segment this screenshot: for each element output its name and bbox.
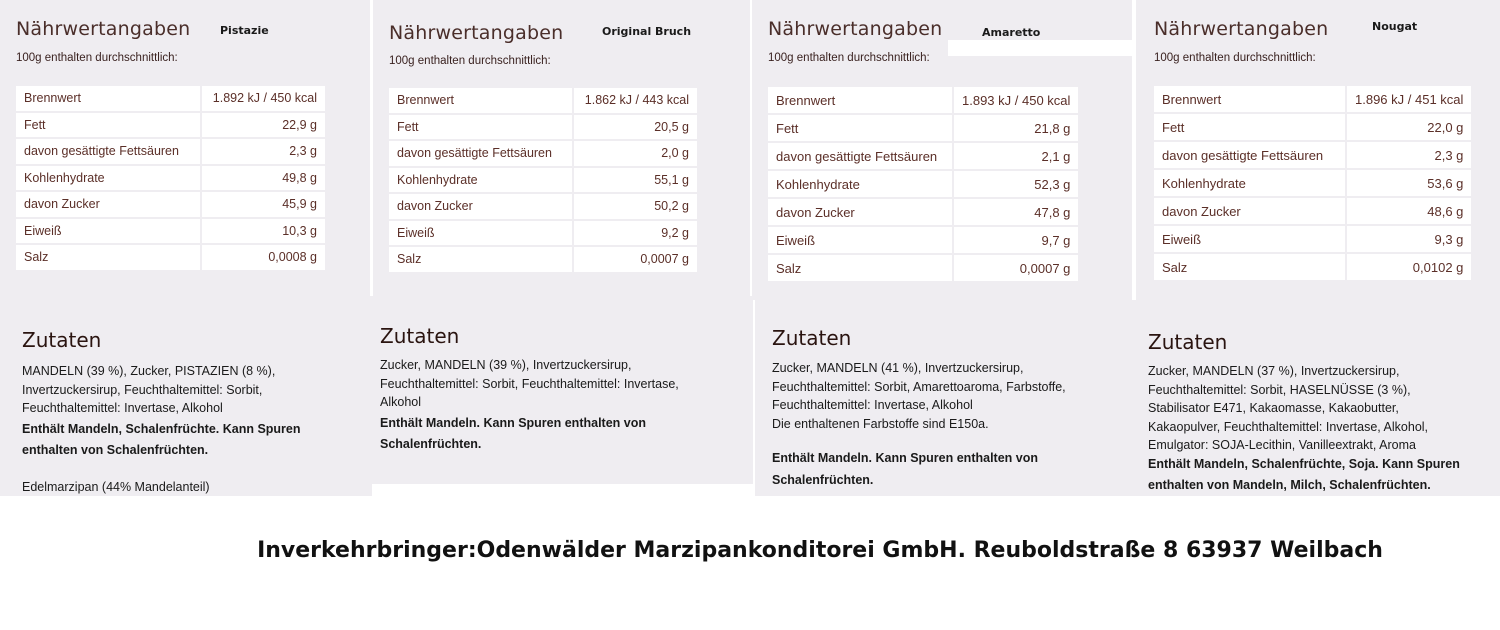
row-value: 2,3 g bbox=[1347, 142, 1471, 168]
variety-name: Original Bruch bbox=[602, 25, 692, 38]
allergen-line: Enthält Mandeln. Kann Spuren enthalten von bbox=[772, 451, 1038, 465]
table-row bbox=[1154, 142, 1471, 168]
variety-name: Nougat bbox=[1372, 20, 1418, 33]
table-row bbox=[1154, 114, 1471, 140]
ingredients-text bbox=[1148, 362, 1460, 495]
nutrition-table bbox=[389, 86, 697, 274]
table-row bbox=[16, 139, 325, 164]
row-label: davon Zucker bbox=[768, 199, 954, 225]
table-row bbox=[389, 141, 697, 166]
ingredients-line: Alkohol bbox=[380, 395, 421, 409]
row-label: Brennwert bbox=[1154, 86, 1347, 112]
manufacturer-footer: Inverkehrbringer:Odenwälder Marzipankonditorei GmbH. Reuboldstraße 8 63937 Weilbach bbox=[257, 538, 1383, 563]
panel-subhead: 100g enthalten durchschnittlich: bbox=[768, 52, 930, 64]
table-row bbox=[16, 86, 325, 111]
row-label: Fett bbox=[16, 113, 202, 138]
row-label: Eiweiß bbox=[389, 221, 574, 246]
table-row bbox=[768, 115, 1078, 141]
ingredients-title: Zutaten bbox=[772, 326, 852, 350]
ingredients-line: Stabilisator E471, Kakaomasse, Kakaobutter, bbox=[1148, 401, 1399, 415]
ingredients-line: Invertzuckersirup, Feuchthaltemittel: Sorbit, bbox=[22, 382, 263, 397]
ingredients-line: Die enthaltenen Farbstoffe sind E150a. bbox=[772, 416, 989, 431]
table-row bbox=[389, 115, 697, 140]
row-value: 0,0008 g bbox=[202, 245, 325, 270]
row-label: Kohlenhydrate bbox=[389, 168, 574, 193]
table-row bbox=[16, 166, 325, 191]
row-value: 52,3 g bbox=[954, 171, 1078, 197]
row-label: Salz bbox=[1154, 254, 1347, 280]
row-value: 47,8 g bbox=[954, 199, 1078, 225]
row-label: davon gesättigte Fettsäuren bbox=[16, 139, 202, 164]
row-label: Eiweiß bbox=[1154, 226, 1347, 252]
allergen-line: Enthält Mandeln. Kann Spuren enthalten von bbox=[380, 415, 646, 430]
table-row bbox=[1154, 86, 1471, 112]
nutrition-panel-original-bruch bbox=[373, 0, 750, 300]
row-value: 22,9 g bbox=[202, 113, 325, 138]
ingredients-panel-original-bruch bbox=[370, 296, 753, 484]
row-value: 45,9 g bbox=[202, 192, 325, 217]
table-row bbox=[1154, 254, 1471, 280]
panel-title: Nährwertangaben bbox=[768, 18, 943, 40]
panel-title: Nährwertangaben bbox=[1154, 18, 1329, 40]
allergen-line: Schalenfrüchten. bbox=[380, 437, 482, 451]
nutrition-panel-amaretto bbox=[752, 0, 1132, 300]
panel-subhead: 100g enthalten durchschnittlich: bbox=[16, 52, 178, 64]
ingredients-line: Feuchthaltemittel: Invertase, Alkohol bbox=[22, 401, 223, 415]
ingredients-line: Zucker, MANDELN (41 %), Invertzuckersirup, bbox=[772, 361, 1024, 375]
table-row bbox=[768, 171, 1078, 197]
row-label: davon Zucker bbox=[16, 192, 202, 217]
table-row bbox=[389, 221, 697, 246]
row-label: davon Zucker bbox=[389, 194, 574, 219]
ingredients-title: Zutaten bbox=[22, 328, 102, 352]
allergen-line: enthalten von Mandeln, Milch, Schalenfrüchten. bbox=[1148, 478, 1431, 492]
table-row bbox=[1154, 198, 1471, 224]
marzipan-note: Edelmarzipan (44% Mandelanteil) bbox=[22, 479, 210, 494]
row-label: Eiweiß bbox=[16, 219, 202, 244]
table-row bbox=[1154, 226, 1471, 252]
ingredients-line: MANDELN (39 %), Zucker, PISTAZIEN (8 %), bbox=[22, 364, 276, 378]
ingredients-line: Feuchthaltemittel: Sorbit, Amarettoaroma, Farbstoffe, bbox=[772, 379, 1066, 394]
row-value: 1.896 kJ / 451 kcal bbox=[1347, 86, 1471, 112]
row-label: Fett bbox=[768, 115, 954, 141]
ingredients-line: Feuchthaltemittel: Invertase, Alkohol bbox=[772, 398, 973, 412]
row-value: 21,8 g bbox=[954, 115, 1078, 141]
row-value: 9,7 g bbox=[954, 227, 1078, 253]
row-value: 9,2 g bbox=[574, 221, 697, 246]
table-row bbox=[1154, 170, 1471, 196]
ingredients-panel-pistazie bbox=[0, 300, 372, 496]
row-value: 0,0007 g bbox=[954, 255, 1078, 281]
row-value: 1.862 kJ / 443 kcal bbox=[574, 88, 697, 113]
table-row bbox=[768, 87, 1078, 113]
row-label: davon gesättigte Fettsäuren bbox=[389, 141, 574, 166]
ingredients-panel-amaretto bbox=[755, 300, 1135, 496]
nutrition-panel-pistazie bbox=[0, 0, 370, 300]
label-highlight bbox=[948, 40, 1132, 56]
ingredients-title: Zutaten bbox=[380, 324, 460, 348]
ingredients-line: Emulgator: SOJA-Lecithin, Vanilleextrakt, Aroma bbox=[1148, 438, 1416, 452]
row-label: Kohlenhydrate bbox=[768, 171, 954, 197]
row-label: Salz bbox=[768, 255, 954, 281]
row-value: 53,6 g bbox=[1347, 170, 1471, 196]
row-value: 2,0 g bbox=[574, 141, 697, 166]
row-label: davon Zucker bbox=[1154, 198, 1347, 224]
allergen-line: Enthält Mandeln, Schalenfrüchte, Soja. Kann Spuren bbox=[1148, 456, 1460, 471]
row-value: 0,0007 g bbox=[574, 247, 697, 272]
panel-subhead: 100g enthalten durchschnittlich: bbox=[1154, 52, 1316, 64]
row-label: Kohlenhydrate bbox=[16, 166, 202, 191]
row-label: Eiweiß bbox=[768, 227, 954, 253]
table-row bbox=[16, 245, 325, 270]
row-value: 10,3 g bbox=[202, 219, 325, 244]
row-label: Brennwert bbox=[768, 87, 954, 113]
table-row bbox=[16, 219, 325, 244]
row-value: 2,3 g bbox=[202, 139, 325, 164]
table-row bbox=[768, 227, 1078, 253]
table-row bbox=[389, 247, 697, 272]
panel-title: Nährwertangaben bbox=[16, 18, 191, 40]
row-value: 0,0102 g bbox=[1347, 254, 1471, 280]
ingredients-line: Feuchthaltemittel: Sorbit, HASELNÜSSE (3 %), bbox=[1148, 382, 1411, 397]
table-row bbox=[768, 255, 1078, 281]
row-label: Brennwert bbox=[389, 88, 574, 113]
row-value: 50,2 g bbox=[574, 194, 697, 219]
row-value: 22,0 g bbox=[1347, 114, 1471, 140]
ingredients-line: Zucker, MANDELN (39 %), Invertzuckersirup, bbox=[380, 358, 632, 372]
table-row bbox=[389, 194, 697, 219]
row-value: 20,5 g bbox=[574, 115, 697, 140]
table-row bbox=[768, 143, 1078, 169]
panel-title: Nährwertangaben bbox=[389, 22, 564, 44]
table-row bbox=[768, 199, 1078, 225]
panel-subhead: 100g enthalten durchschnittlich: bbox=[389, 55, 551, 67]
row-value: 1.892 kJ / 450 kcal bbox=[202, 86, 325, 111]
ingredients-text bbox=[380, 356, 679, 454]
table-row bbox=[389, 168, 697, 193]
variety-name: Amaretto bbox=[982, 26, 1041, 39]
ingredients-text bbox=[772, 359, 1066, 489]
allergen-line: Schalenfrüchten. bbox=[772, 472, 874, 487]
row-label: Fett bbox=[1154, 114, 1347, 140]
ingredients-panel-nougat bbox=[1135, 300, 1500, 496]
allergen-line: enthalten von Schalenfrüchten. bbox=[22, 443, 209, 457]
nutrition-table bbox=[16, 84, 325, 272]
row-label: davon gesättigte Fettsäuren bbox=[768, 143, 954, 169]
ingredients-line: Feuchthaltemittel: Sorbit, Feuchthaltemittel: Invertase, bbox=[380, 376, 679, 391]
ingredients-line: Zucker, MANDELN (37 %), Invertzuckersirup, bbox=[1148, 364, 1400, 378]
row-value: 55,1 g bbox=[574, 168, 697, 193]
ingredients-text bbox=[22, 362, 301, 496]
table-row bbox=[389, 88, 697, 113]
ingredients-title: Zutaten bbox=[1148, 330, 1228, 354]
nutrition-table bbox=[1154, 84, 1471, 282]
row-label: Salz bbox=[16, 245, 202, 270]
nutrition-panel-nougat bbox=[1136, 0, 1500, 300]
ingredients-line: Kakaopulver, Feuchthaltemittel: Invertase, Alkohol, bbox=[1148, 419, 1429, 434]
row-label: Kohlenhydrate bbox=[1154, 170, 1347, 196]
row-value: 9,3 g bbox=[1347, 226, 1471, 252]
row-value: 2,1 g bbox=[954, 143, 1078, 169]
table-row bbox=[16, 192, 325, 217]
row-label: Brennwert bbox=[16, 86, 202, 111]
row-label: Fett bbox=[389, 115, 574, 140]
variety-name: Pistazie bbox=[220, 24, 269, 37]
nutrition-table bbox=[768, 85, 1078, 283]
row-value: 1.893 kJ / 450 kcal bbox=[954, 87, 1078, 113]
table-row bbox=[16, 113, 325, 138]
row-label: davon gesättigte Fettsäuren bbox=[1154, 142, 1347, 168]
row-value: 49,8 g bbox=[202, 166, 325, 191]
row-label: Salz bbox=[389, 247, 574, 272]
row-value: 48,6 g bbox=[1347, 198, 1471, 224]
allergen-line: Enthält Mandeln, Schalenfrüchte. Kann Spuren bbox=[22, 421, 301, 436]
